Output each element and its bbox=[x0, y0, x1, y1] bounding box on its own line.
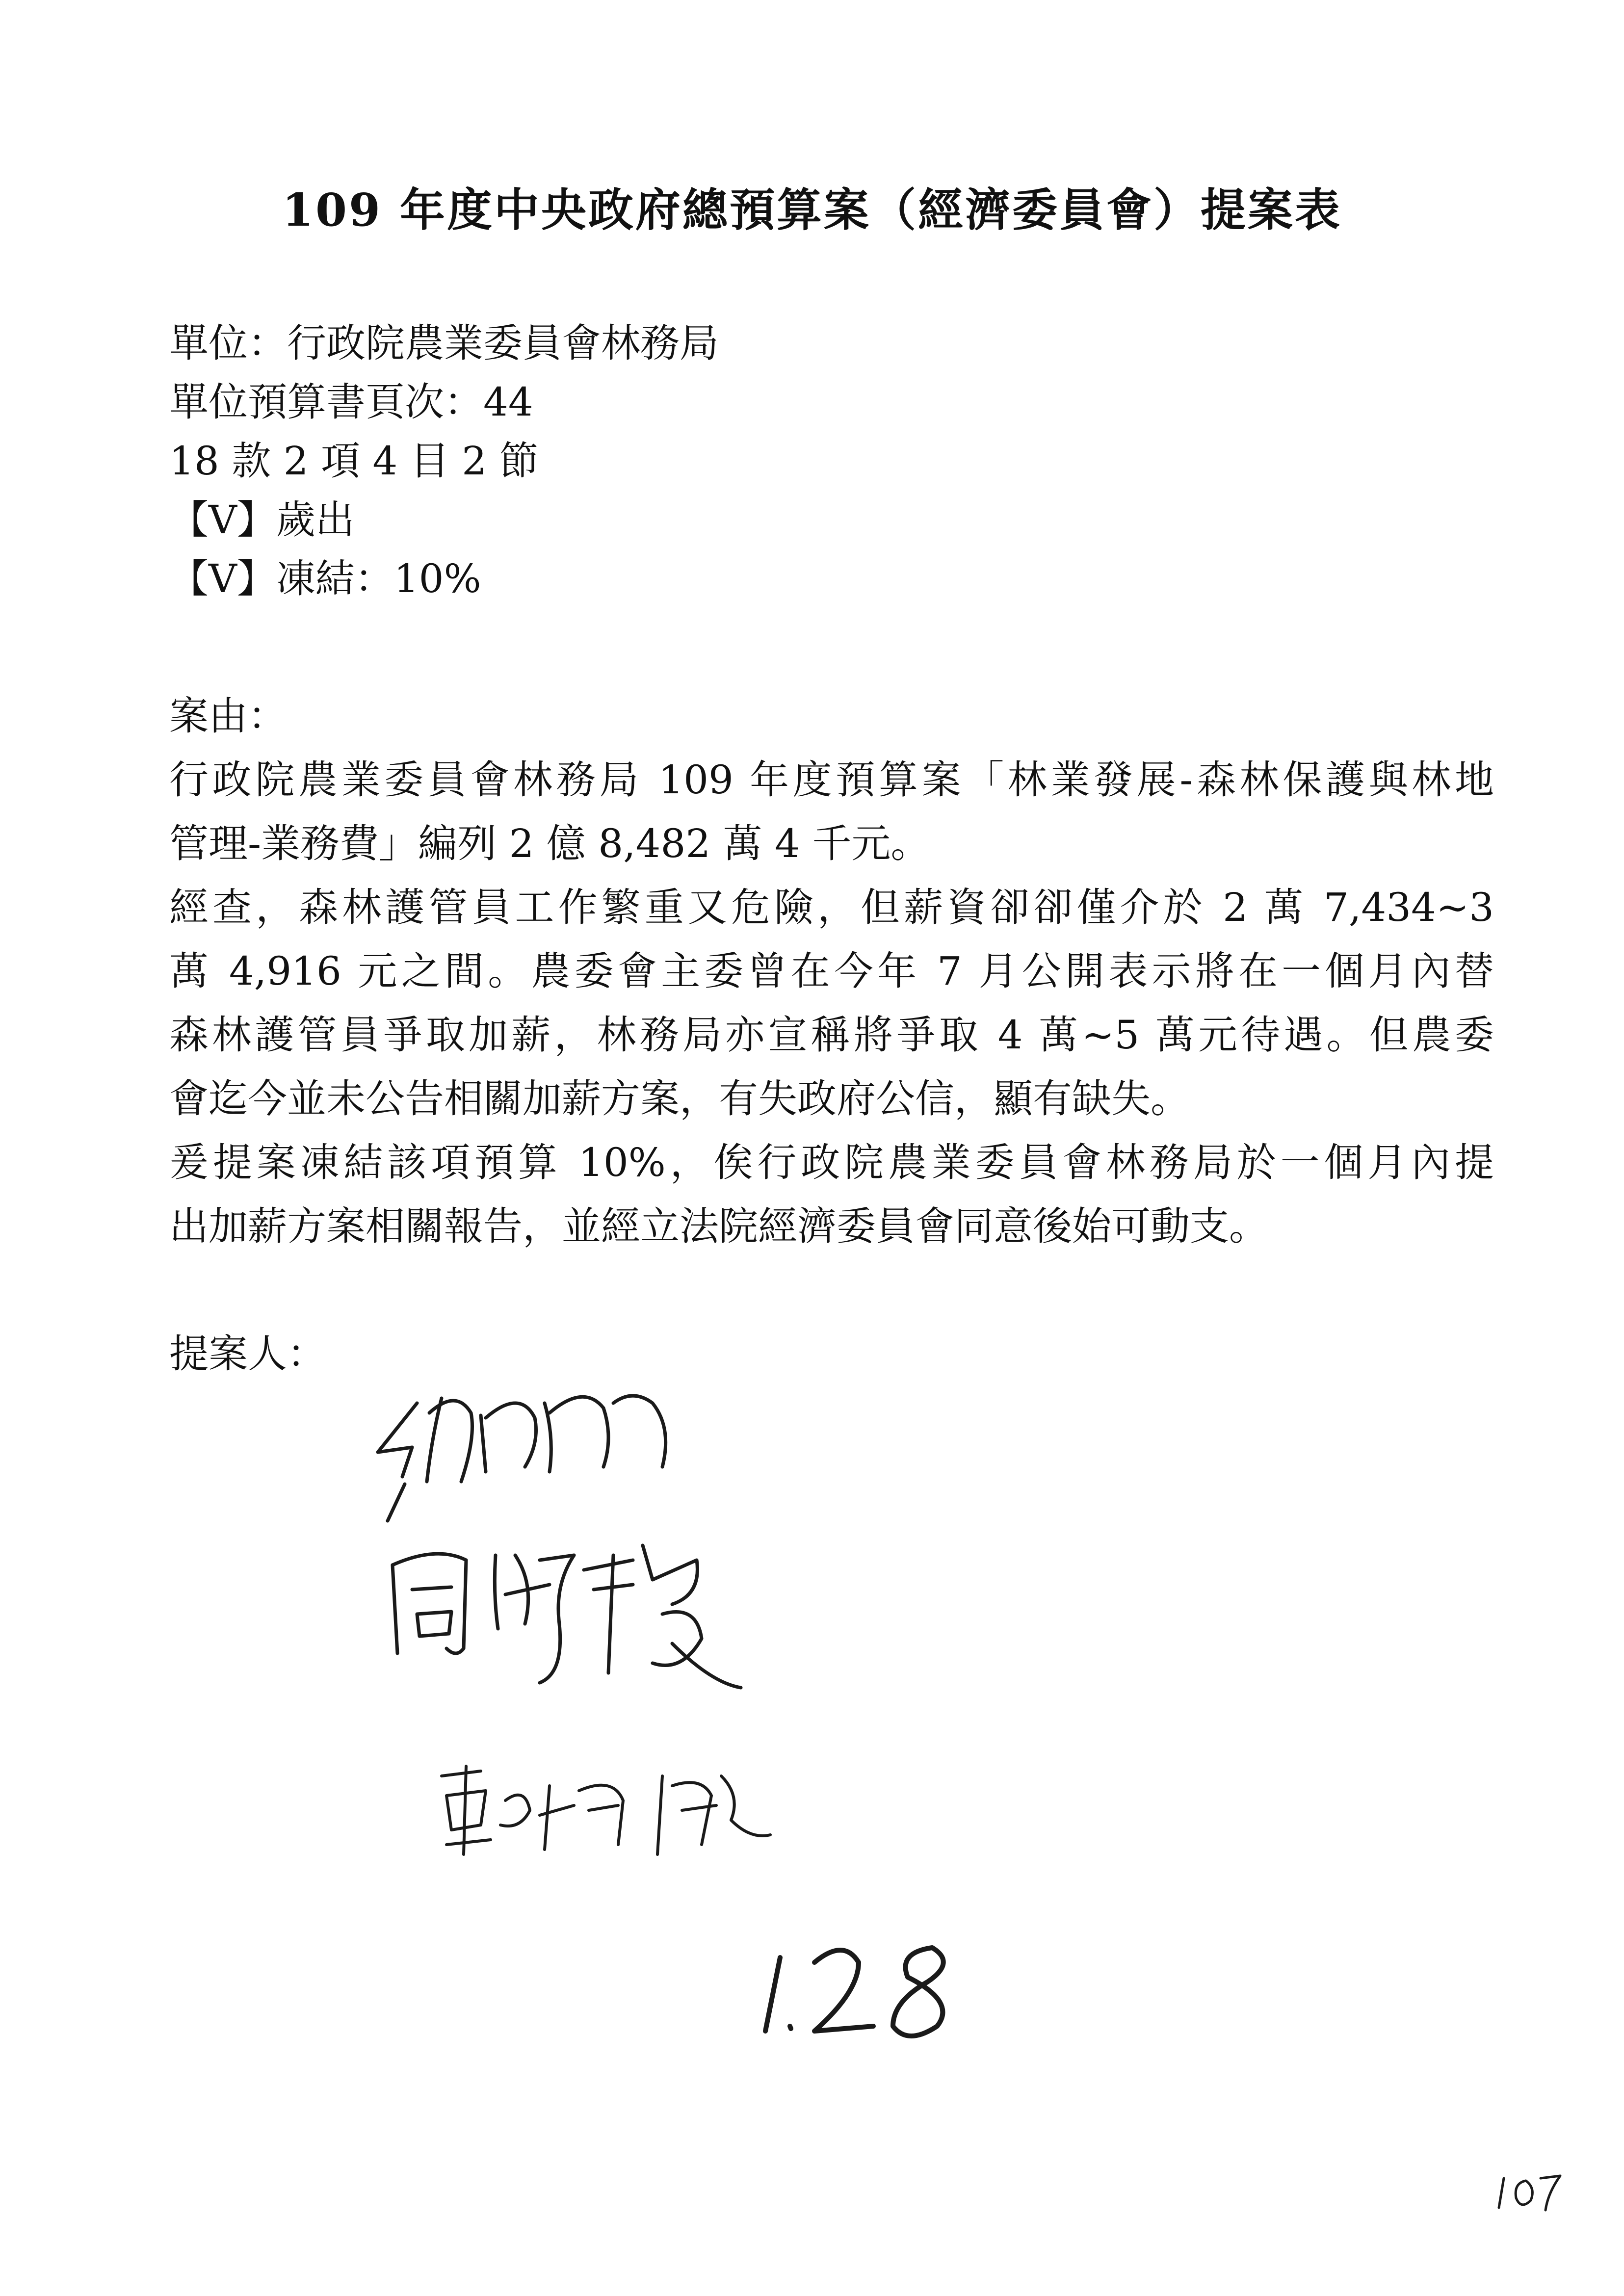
reason-line: 管理-業務費」編列 2 億 8,482 萬 4 千元。 bbox=[169, 821, 930, 866]
reason-section bbox=[169, 684, 1494, 1258]
proposer-label: 提案人： bbox=[169, 1331, 326, 1377]
reason-line: 出加薪方案相關報告，並經立法院經濟委員會同意後始可動支。 bbox=[169, 1203, 1268, 1249]
reason-line: 會迄今並未公告相關加薪方案，有失政府公信，顯有缺失。 bbox=[169, 1076, 1190, 1122]
expenditure-line: 【V】歲出 bbox=[169, 497, 355, 543]
handwritten-signature-3 bbox=[427, 1756, 780, 1864]
handwritten-proposal-number bbox=[751, 1918, 976, 2058]
reason-line: 行政院農業委員會林務局 109 年度預算案「林業發展-森林保護與林地 bbox=[169, 757, 1494, 803]
unit-line: 單位：行政院農業委員會林務局 bbox=[169, 320, 719, 366]
handwritten-page-number-graphic bbox=[1492, 2164, 1565, 2218]
handwritten-signature-1 bbox=[358, 1369, 702, 1531]
signature-1 bbox=[358, 1369, 702, 1531]
reason-line: 萬 4,916 元之間。農委會主委曾在今年 7 月公開表示將在一個月內替 bbox=[169, 948, 1494, 994]
signature-2 bbox=[378, 1526, 760, 1702]
reason-line: 爰提案凍結該項預算 10%，俟行政院農業委員會林務局於一個月內提 bbox=[169, 1140, 1494, 1185]
handwritten-page-number bbox=[1492, 2164, 1565, 2219]
item-code-line: 18 款 2 項 4 目 2 節 bbox=[169, 438, 539, 484]
handwritten-proposal-number-graphic bbox=[751, 1918, 976, 2056]
budget-page-line: 單位預算書頁次：44 bbox=[169, 379, 533, 425]
reason-label: 案由： bbox=[169, 693, 287, 739]
document-title: 109 年度中央政府總預算案（經濟委員會）提案表 bbox=[282, 183, 1342, 236]
document-meta bbox=[169, 314, 1494, 608]
signature-3 bbox=[427, 1756, 780, 1864]
handwritten-signature-2 bbox=[378, 1526, 760, 1702]
reason-line: 經查，森林護管員工作繁重又危險，但薪資卻卻僅介於 2 萬 7,434~3 bbox=[169, 885, 1494, 930]
freeze-line: 【V】凍結：10% bbox=[169, 556, 481, 601]
reason-line: 森林護管員爭取加薪，林務局亦宣稱將爭取 4 萬~5 萬元待遇。但農委 bbox=[169, 1012, 1494, 1058]
